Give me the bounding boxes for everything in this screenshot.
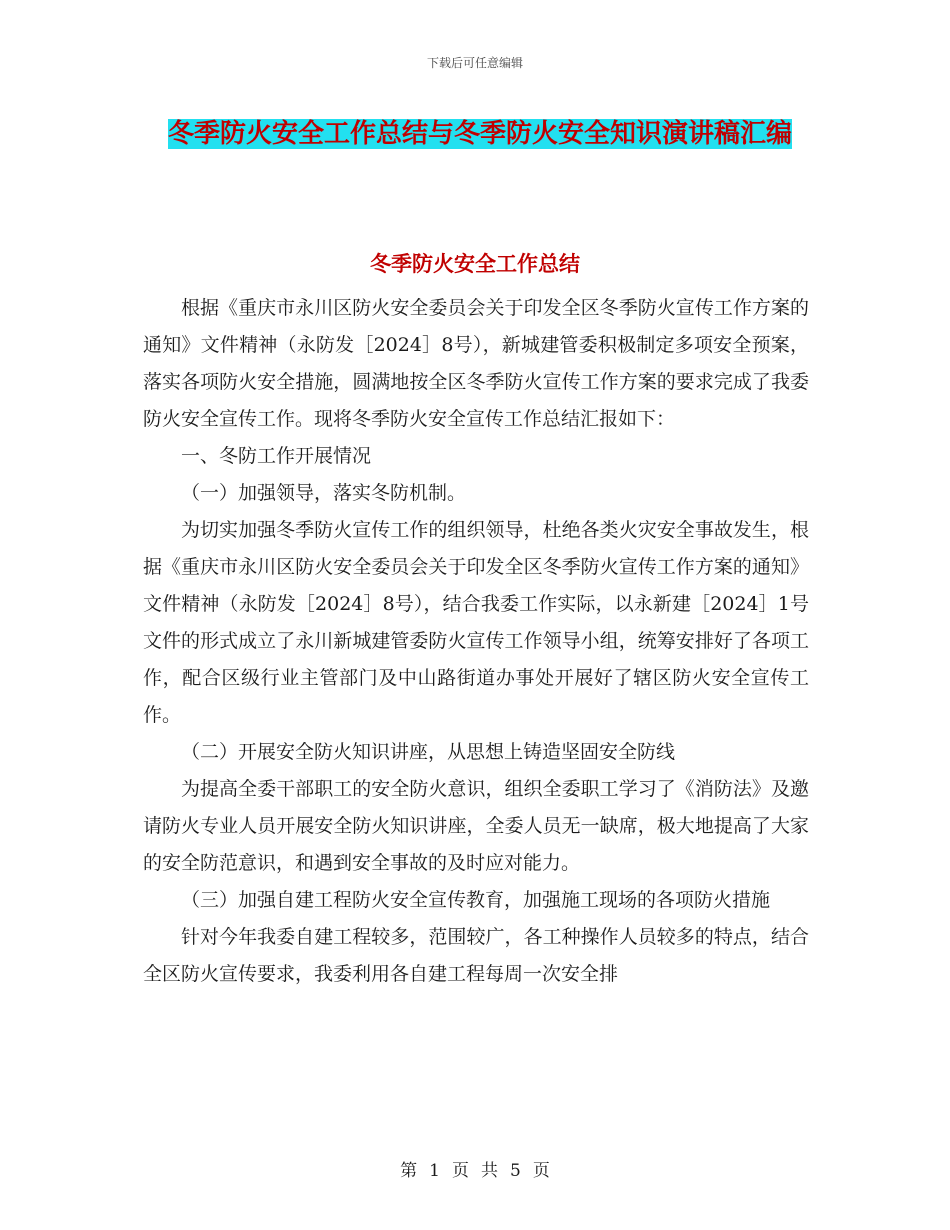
paragraph-lecture: 为提高全委干部职工的安全防火意识，组织全委职工学习了《消防法》及邀请防火专业人员开展安全防火知识讲座，全委人员无一缺席，极大地提高了大家的安全防范意识，和遇到安全事故的及时应对能力。 bbox=[143, 778, 809, 874]
heading-sub-1: （一）加强领导，落实冬防机制。 bbox=[181, 482, 467, 504]
page-footer bbox=[0, 1156, 950, 1181]
footer-page-label: 第 bbox=[400, 1161, 418, 1181]
document-title-text: 冬季防火安全工作总结与冬季防火安全知识演讲稿汇编 bbox=[167, 119, 792, 149]
document-body bbox=[143, 290, 809, 993]
header-note: 下载后可任意编辑 bbox=[426, 56, 523, 70]
footer-total-number: 5 bbox=[510, 1161, 521, 1181]
heading-sub-2: （二）开展安全防火知识讲座，从思想上铸造坚固安全防线 bbox=[181, 741, 676, 763]
footer-total-label: 共 bbox=[481, 1161, 498, 1181]
footer-page-unit: 页 bbox=[452, 1161, 469, 1181]
paragraph-leadership: 为切实加强冬季防火宣传工作的组织领导，杜绝各类火灾安全事故发生，根据《重庆市永川区防火安全委员会关于印发全区冬季防火宣传工作方案的通知》文件精神（永防发［2024］8号），结合我委工作实际，以永新建［2024］1号文件的形式成立了永川新城建管委防火宣传工作领导小组，统筹安排好了各项工作，配合区级行业主管部门及中山路街道办事处开展好了辖区防火安全宣传工作。 bbox=[143, 519, 809, 726]
footer-page-number: 1 bbox=[429, 1161, 440, 1181]
section-title: 冬季防火安全工作总结 bbox=[370, 252, 580, 276]
paragraph-intro: 根据《重庆市永川区防火安全委员会关于印发全区冬季防火宣传工作方案的通知》文件精神（永防发［2024］8号），新城建管委积极制定多项安全预案，落实各项防火安全措施，圆满地按全区冬季防火宣传工作方案的要求完成了我委防火安全宣传工作。现将冬季防火安全宣传工作总结汇报如下： bbox=[143, 297, 809, 430]
heading-level-1: 一、冬防工作开展情况 bbox=[181, 445, 372, 467]
document-title bbox=[140, 112, 820, 156]
paragraph-construction: 针对今年我委自建工程较多，范围较广，各工种操作人员较多的特点，结合全区防火宣传要求，我委利用各自建工程每周一次安全排 bbox=[143, 926, 809, 985]
footer-total-unit: 页 bbox=[532, 1161, 550, 1181]
heading-sub-3: （三）加强自建工程防火安全宣传教育，加强施工现场的各项防火措施 bbox=[181, 889, 771, 911]
